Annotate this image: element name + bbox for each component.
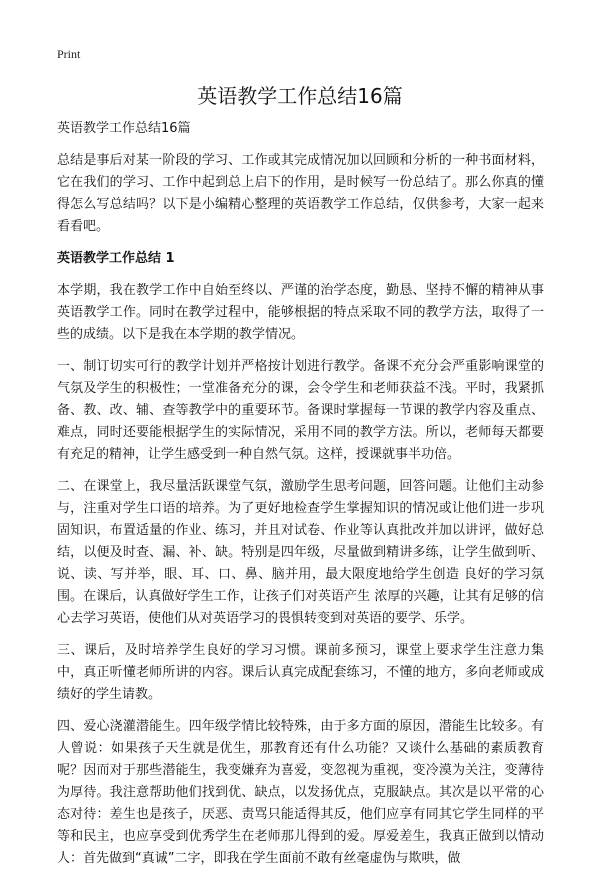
body-paragraph: 二、在课堂上，我尽量活跃课堂气氛，激励学生思考问题，回答问题。让他们主动参与，注重对学生口语的培养。为了更好地检查学生掌握知识的情况或让他们进一步巩固知识，布置适量的作业、练习，并且对试卷、作业等认真批改并加以讲评，做好总结，以便及时查、漏、补、缺。特别是四年级，尽量做到精讲多练，让学生做到听、说、读、写并举，眼、耳、口、鼻、脑并用，最大限度地给学生创造 良好的学习氛围。在课后，认真做好学生工作，让孩子们对英语产生 浓厚的兴趣，让其有足够的信心去学习英语，使他们从对英语学习的畏惧转变到对英语的要学、乐学。 [57,479,544,626]
document-subtitle: 英语教学工作总结16篇 [57,121,191,136]
document-body [57,118,544,880]
section-heading: 英语教学工作总结 1 [57,251,175,266]
document-title: 英语教学工作总结16篇 [197,84,403,108]
body-paragraph: 四、爱心浇灌潜能生。四年级学情比较特殊，由于多方面的原因，潜能生比较多。有人曾说：如果孩子天生就是优生，那教育还有什么功能？又谈什么基础的素质教育呢？因而对于那些潜能生，我变嫌弃为喜爱，变忽视为重视，变冷漠为关注，变薄待为厚待。我注意帮助他们找到优、缺点，以发扬优点，克服缺点。其次是以平常的心态对待：差生也是孩子，厌恶、责骂只能适得其反，他们应享有同其它学生同样的平等和民主，也应享受到优秀学生在老师那儿得到的爱。厚爱差生，我真正做到以情动人：首先做到“真诚”二字，即我在学生面前不敢有丝毫虚伪与欺哄，做 [57,719,544,866]
body-paragraph: 一、制订切实可行的教学计划并严格按计划进行教学。备课不充分会严重影响课堂的气氛及学生的积极性；一堂准备充分的课，会令学生和老师获益不浅。平时，我紧抓 备、教、改、辅、查等教学中的重要环节。备课时掌握每一节课的教学内容及重点、难点，同时还要能根据学生的实际情况，采用不同的教学方法。所以，老师每天都要有充足的精神，让学生感受到一种自然气氛。这样，授课就事半功倍。 [57,359,544,462]
print-label[interactable]: Print [57,47,81,61]
body-paragraph: 三、课后，及时培养学生良好的学习习惯。课前多预习，课堂上要求学生注意力集中，真正听懂老师所讲的内容。课后认真完成配套练习，不懂的地方，多向老师或成绩好的学生请教。 [57,643,544,702]
body-paragraph: 本学期，我在教学工作中自始至终以、严谨的治学态度，勤恳、坚持不懈的精神从事英语教学工作。同时在教学过程中，能够根据的特点采取不同的教学方法，取得了一些的成绩。以下是我在本学期的教学情况。 [57,283,544,342]
intro-paragraph: 总结是事后对某一阶段的学习、工作或其完成情况加以回顾和分析的一种书面材料，它在我们的学习、工作中起到总上启下的作用，是时候写一份总结了。那么你真的懂得怎么写总结吗？以下是小编精心整理的英语教学工作总结，仅供参考，大家一起来看看吧。 [57,153,544,234]
